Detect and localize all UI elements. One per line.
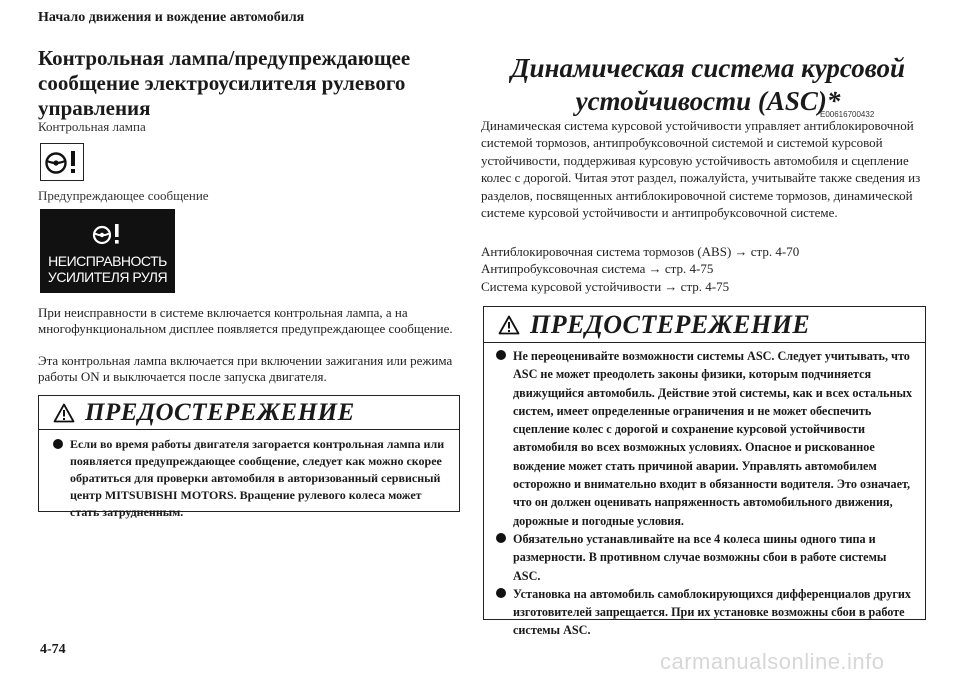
list-item [53, 436, 447, 521]
warning-text: Установка на автомобиль самоблокирующихся дифференциалов других изготовителей запрещается. При их установке возможны сбои в работе системы ASC. [513, 586, 912, 638]
reference-link[interactable]: Система курсовой устойчивости → стр. 4-75 [481, 278, 730, 294]
caption-lamp: Контрольная лампа [38, 119, 146, 134]
paragraph: Динамическая система курсовой устойчивости управляет антиблокировочной системой тормозов, антипробуксовочной системой и системой курсовой устойчивости, поддерживая курсовую устойчивость автомобиля и сцепление колес с дорогой. Читая этот раздел, пожалуйста, учитывайте также сведения из разделов, посвященных антиблокировочной системе тормозов, динамической системе курсовой устойчивости и антипробуксовочной системе. [481, 118, 921, 221]
warning-box [483, 306, 926, 638]
display-message-text [40, 253, 175, 285]
warning-box [38, 395, 460, 519]
section-title-line: устойчивости (ASC)* [575, 86, 841, 116]
display-message-line: УСИЛИТЕЛЯ РУЛЯ [47, 269, 168, 285]
warning-lamp-image [40, 143, 84, 181]
page-title: Контрольная лампа/предупреждающее сообщение электроусилителя рулевого управления [38, 46, 411, 120]
warning-message-display [40, 209, 175, 293]
display-message-line: НЕИСПРАВНОСТЬ [48, 253, 167, 269]
warning-triangle-icon [53, 403, 75, 423]
paragraph: Эта контрольная лампа включается при включении зажигания или режима работы ON и выключается после запуска двигателя. [38, 353, 453, 384]
warning-text: Не переоценивайте возможности системы ASC. Следует учитывать, что ASC не может преодолеть законы физики, которым подчиняется движущийся автомобиль. Действие этой системы, как и всех остальных систем, имеет определенные ограничения и не может обеспечить сцепление колес с дорогой и сохранение курсовой устойчивости автомобиля во всех возможных условиях. Опасное и рискованное вождение может стать причиной аварии. Управлять автомобилем осторожно и внимательно входит в обязанности водителя. Это означает, что он должен оценивать напряженность автомобильного движения, дорожные и погодные условия. [513, 349, 913, 528]
reference-link[interactable]: Антипробуксовочная система → стр. 4-75 [481, 261, 714, 277]
watermark: carmanualsonline.info [660, 649, 885, 674]
warning-text: Обязательно устанавливайте на все 4 колеса шины одного типа и размерности. В противном случае возможны сбои в работе системы ASC. [513, 531, 887, 583]
warning-title: ПРЕДОСТЕРЕЖЕНИЕ [85, 398, 355, 426]
list-item [496, 347, 915, 530]
warning-title: ПРЕДОСТЕРЕЖЕНИЕ [530, 309, 811, 339]
warning-body [484, 343, 925, 640]
warning-body [39, 430, 459, 521]
page-number: 4-74 [40, 642, 66, 657]
bullet-dot-icon [496, 588, 506, 598]
section-title [490, 52, 926, 118]
section-header: Начало движения и вождение автомобиля [38, 10, 305, 25]
reference-list [481, 243, 799, 295]
warning-text: Если во время работы двигателя загорается контрольная лампа или появляется предупреждающее сообщение, следует как можно скорее обратиться для проверки автомобиля в авторизованный сервисный центр MITSUBISHI MOTORS. Вращение рулевого колеса может стать затрудненным. [70, 437, 445, 519]
caption-message: Предупреждающее сообщение [38, 188, 209, 203]
list-item [496, 585, 915, 640]
bullet-dot-icon [496, 533, 506, 543]
list-item [496, 530, 915, 585]
section-title-line: Динамическая система курсовой [511, 53, 905, 83]
steering-wheel-warning-icon [90, 219, 126, 249]
steering-wheel-warning-icon [41, 144, 82, 179]
paragraph: При неисправности в системе включается контрольная лампа, а на многофункциональном дисплее появляется предупреждающее сообщение. [38, 305, 453, 336]
bullet-dot-icon [496, 350, 506, 360]
reference-link[interactable]: Антиблокировочная система тормозов (ABS) → стр. 4-70 [481, 244, 800, 259]
warning-header [484, 307, 925, 343]
warning-triangle-icon [498, 315, 520, 335]
document-code: E00616700432 [820, 110, 875, 119]
warning-header [39, 396, 459, 430]
bullet-dot-icon [53, 439, 63, 449]
